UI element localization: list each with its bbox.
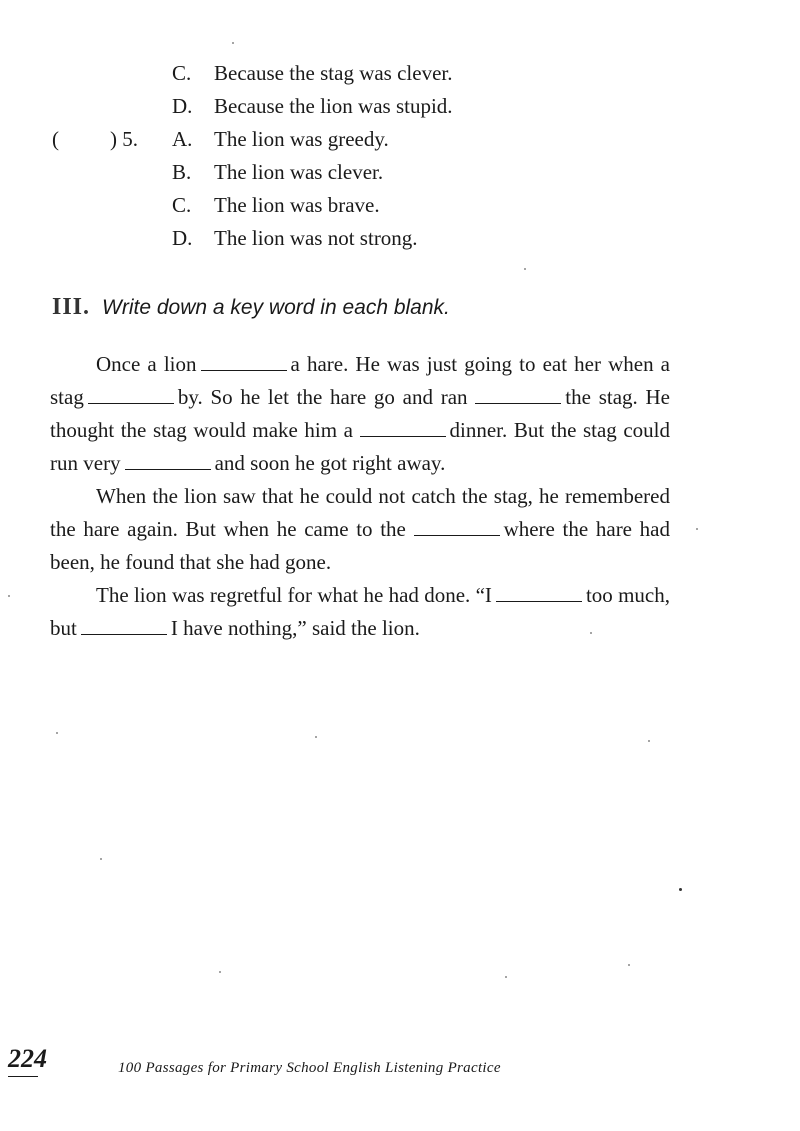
option-5c [172,192,380,218]
scan-speck [56,732,58,734]
scan-speck [648,740,650,742]
answer-blank-5[interactable] [125,452,211,470]
passage-text: The lion was regretful for what he had done. “I [96,583,492,607]
option-text: The lion was greedy. [214,127,389,151]
passage-text: too much, but [50,583,670,640]
scan-speck [315,736,317,738]
answer-blank-4[interactable] [360,419,446,437]
paragraph-3 [50,579,670,645]
book-title: 100 Passages for Primary School English Listening Practice [118,1060,501,1076]
page-number: 224 [8,1044,38,1077]
paragraph-2 [50,480,670,579]
passage-text: a hare. He was just going to eat her when a stag [50,352,671,409]
answer-blank-2[interactable] [88,386,174,404]
option-letter: B. [172,160,192,184]
option-letter: D. [172,94,193,118]
scan-speck [100,858,102,860]
option-5a [172,126,389,152]
scan-speck [232,42,234,44]
paragraph-1 [50,348,670,480]
option-5b [172,159,383,185]
page-footer [8,1044,628,1077]
option-5d [172,225,418,251]
option-text: The lion was not strong. [214,226,418,250]
answer-paren-close: ) 5. [110,127,138,151]
passage-text: and soon he got right away. [214,451,446,475]
passage-text: where the hare had been, he found that she had gone. [50,517,671,574]
option-letter: A. [172,127,193,151]
scan-speck [696,528,698,530]
passage-text: Once a lion [96,352,197,376]
passage-text: I have nothing,” said the lion. [170,616,420,640]
answer-blank-7[interactable] [496,584,582,602]
scan-speck [628,964,630,966]
scan-speck [219,971,221,973]
answer-blank-8[interactable] [81,617,167,635]
passage-text: dinner. But the stag could run very [50,418,670,475]
option-letter: C. [172,61,192,85]
section-title: Write down a key word in each blank. [102,296,450,319]
question-5-number [52,126,138,152]
option-text: Because the lion was stupid. [214,94,453,118]
section-heading [52,294,450,321]
answer-blank-6[interactable] [414,518,500,536]
scan-speck [8,595,10,597]
scan-speck [524,268,526,270]
option-letter: C. [172,193,192,217]
cloze-passage [50,348,670,645]
option-letter: D. [172,226,193,250]
answer-blank-3[interactable] [475,386,561,404]
answer-paren-open: ( [52,127,59,151]
scan-speck [679,888,682,891]
option-text: Because the stag was clever. [214,61,453,85]
scan-speck [505,976,507,978]
section-number: III. [52,294,91,320]
answer-blank-1[interactable] [201,353,287,371]
option-4c [172,60,453,86]
option-text: The lion was clever. [214,160,384,184]
passage-text: When the lion saw that he could not catch the stag, he remembered the hare again. But when he came to the [50,484,670,541]
option-4d [172,93,453,119]
option-text: The lion was brave. [214,193,380,217]
scan-speck [590,632,592,634]
passage-text: by. So he let the hare go and ran [177,385,468,409]
passage-text: the stag. He thought the stag would make him a [50,385,670,442]
